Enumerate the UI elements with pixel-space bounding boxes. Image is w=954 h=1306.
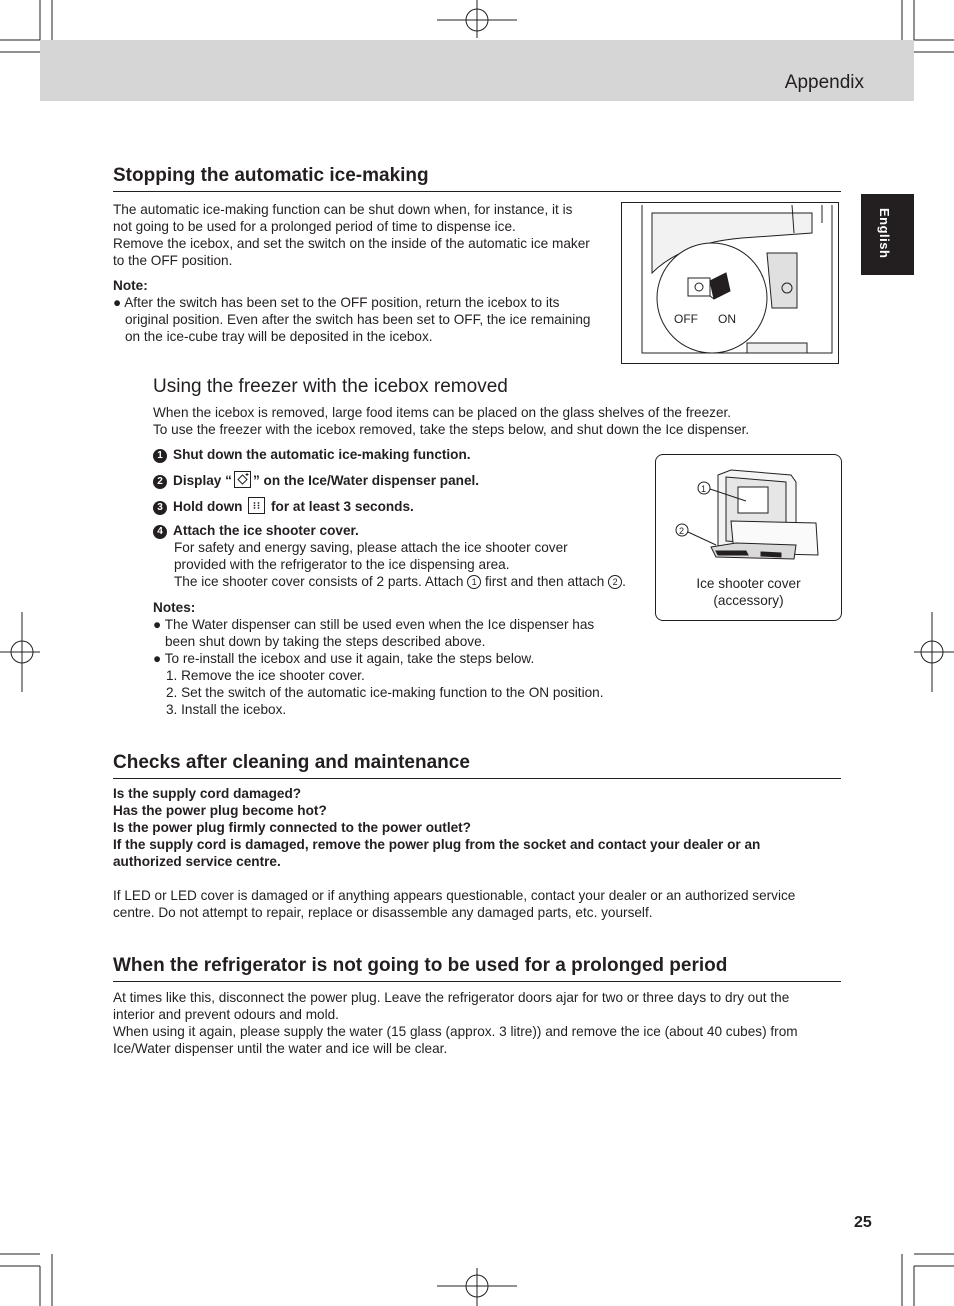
- section3-body: [113, 785, 841, 921]
- callout-1: 1: [701, 484, 707, 494]
- section1-note-line: original position. Even after the switch has been set to OFF, the ice remaining: [125, 312, 591, 327]
- section2-intro-line: To use the freezer with the icebox removed, take the steps below, and shut down the Ice dispenser.: [153, 422, 750, 437]
- section-title-freezer-icebox-removed: Using the freezer with the icebox removed: [153, 376, 508, 397]
- section2-note-line: ● The Water dispenser can still be used even when the Ice dispenser has: [153, 617, 595, 632]
- step-text-post: for at least 3 seconds.: [267, 499, 414, 514]
- callout-2: 2: [679, 526, 685, 536]
- step4-detail-line: For safety and energy saving, please attach the ice shooter cover: [174, 540, 568, 555]
- ice-shooter-cover-figure: [655, 454, 842, 621]
- switch-off-label: OFF: [674, 312, 698, 326]
- step-4: [153, 522, 359, 539]
- step4-parts-line: [174, 573, 644, 590]
- ice-display-icon: [234, 471, 251, 488]
- callout-1-ref: 1: [467, 575, 481, 589]
- section1-note-line: on the ice-cube tray will be deposited in the icebox.: [125, 329, 433, 344]
- section2-note-line: 3. Install the icebox.: [166, 702, 287, 717]
- step-text-pre: Display “: [173, 473, 232, 488]
- step-text: Attach the ice shooter cover.: [173, 523, 359, 538]
- section2-notes-label: Notes:: [153, 600, 196, 615]
- section3-bold-line: authorized service centre.: [113, 854, 281, 869]
- section3-bold-line: If the supply cord is damaged, remove the power plug from the socket and contact your dealer or an: [113, 837, 761, 852]
- ice-shooter-cover-illustration: [656, 455, 841, 585]
- section3-bold-line: Is the power plug firmly connected to the power outlet?: [113, 820, 471, 835]
- header-title: Appendix: [784, 72, 864, 93]
- section4-line: Ice/Water dispenser until the water and ice will be clear.: [113, 1041, 448, 1056]
- switch-on-label: ON: [718, 312, 736, 326]
- step-number: 1: [153, 449, 167, 463]
- section2-note-line: been shut down by taking the steps described above.: [165, 634, 486, 649]
- step-number: 2: [153, 475, 167, 489]
- step-number: 4: [153, 525, 167, 539]
- section4-body: [113, 989, 841, 1057]
- step4-parts-mid: first and then attach: [481, 574, 609, 589]
- step4-parts-post: .: [622, 574, 626, 589]
- ice-maker-switch-figure: [621, 202, 839, 364]
- section3-bold-line: Has the power plug become hot?: [113, 803, 327, 818]
- section3-bold-line: Is the supply cord damaged?: [113, 786, 302, 801]
- step4-parts-pre: The ice shooter cover consists of 2 parts. Attach: [174, 574, 468, 589]
- section1-line: to the OFF position.: [113, 253, 233, 268]
- step4-details: [174, 539, 644, 590]
- section4-line: interior and prevent odours and mold.: [113, 1007, 339, 1022]
- section2-note-line: ● To re-install the icebox and use it again, take the steps below.: [153, 651, 535, 666]
- figure-caption: [656, 575, 841, 609]
- step-3: [153, 497, 414, 515]
- section3-line: If LED or LED cover is damaged or if anything appears questionable, contact your dealer or an authorized service: [113, 888, 796, 903]
- section1-line: The automatic ice-making function can be shut down when, for instance, it is: [113, 202, 573, 217]
- section2-note-line: 2. Set the switch of the automatic ice-making function to the ON position.: [166, 685, 604, 700]
- language-tab: [861, 194, 914, 275]
- section1-body: [113, 201, 618, 345]
- section1-note-line: ● After the switch has been set to the OFF position, return the icebox to its: [113, 295, 560, 310]
- section2-notes: [153, 599, 643, 718]
- section4-line: At times like this, disconnect the power plug. Leave the refrigerator doors ajar for two or three days to dry out the: [113, 990, 790, 1005]
- header-band: [40, 40, 914, 101]
- step-text-post: ” on the Ice/Water dispenser panel.: [252, 473, 480, 488]
- section-title-checks-after-cleaning: Checks after cleaning and maintenance: [113, 752, 841, 779]
- step-text-pre: Hold down: [173, 499, 247, 514]
- step-text: Shut down the automatic ice-making function.: [173, 447, 471, 462]
- step-1: [153, 446, 471, 463]
- section2-intro-line: When the icebox is removed, large food items can be placed on the glass shelves of the freezer.: [153, 405, 732, 420]
- ice-maker-illustration: [622, 203, 838, 363]
- section3-line: centre. Do not attempt to repair, replace or disassemble any damaged parts, etc. yourself.: [113, 905, 653, 920]
- language-tab-label: English: [877, 208, 892, 259]
- section1-line: not going to be used for a prolonged period of time to dispense ice.: [113, 219, 516, 234]
- page-number: 25: [854, 1214, 872, 1231]
- section-title-prolonged-period: When the refrigerator is not going to be used for a prolonged period: [113, 955, 841, 982]
- section-title-stopping-ice-making: Stopping the automatic ice-making: [113, 165, 841, 192]
- figure-caption-line: (accessory): [713, 593, 784, 608]
- section2-intro: [153, 404, 843, 438]
- section1-line: Remove the icebox, and set the switch on the inside of the automatic ice maker: [113, 236, 590, 251]
- step-number: 3: [153, 501, 167, 515]
- section4-line: When using it again, please supply the water (15 glass (approx. 3 litre)) and remove the ice (about 40 cubes) from: [113, 1024, 798, 1039]
- callout-2-ref: 2: [608, 575, 622, 589]
- dispenser-button-icon: [248, 497, 265, 514]
- step4-detail-line: provided with the refrigerator to the ice dispensing area.: [174, 557, 510, 572]
- step-2: [153, 471, 479, 489]
- figure-caption-line: Ice shooter cover: [696, 576, 801, 591]
- section1-note-label: Note:: [113, 278, 148, 293]
- section2-note-line: 1. Remove the ice shooter cover.: [166, 668, 365, 683]
